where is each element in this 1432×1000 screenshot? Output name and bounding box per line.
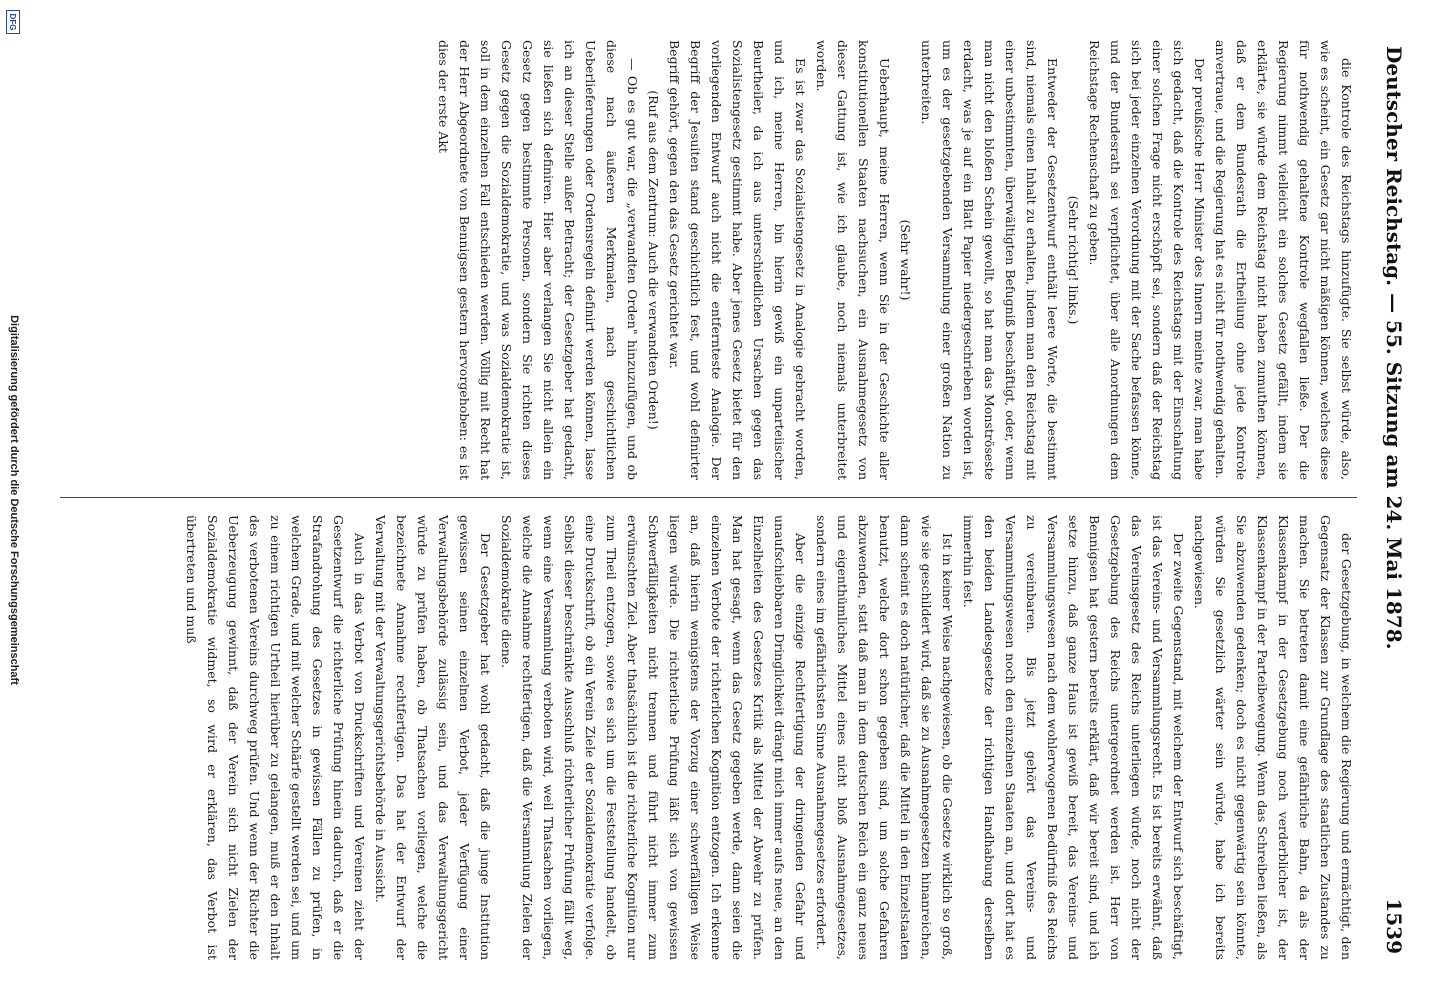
paragraph: Der zweite Gegenstand, mit welchem der Entwurf sich beschäftigt, ist das Vereins- und Versammlungsrecht. Es ist bereits erwähnt, daß das Vereinsgesetz des Reichs unterliegen würde, noch nicht der Gesetzgebung des Reichs untergeordnet werden ist. Herr von Bennigsen hat gestern bereits erklärt, daß wir bereit sind, und ich setze hinzu, daß ganze Haus ist gewiß bereit, das Vereins- und Versammlungswesen nach dem wohlerwogenen Bedürfniß des Reichs zu vereinbaren. Bis jetzt gehört das Vereins- und Versammlungswesen noch den einzelnen Staaten an, und dort hat es den beiden Landesgesetze der richtigen Handhabung derselben immerhin fest. <box>961 515 1186 960</box>
paragraph: Ueberhaupt, meine Herren, wenn Sie in der Geschichte aller konstitutionellen Staaten nachsuchen, ein Ausnahmegesetz von dieser Gattung ist, wie ich glaube, noch niemals unterbreitet worden. <box>814 40 892 480</box>
right-column <box>60 515 1357 960</box>
digitization-credit <box>8 0 20 1000</box>
paragraph: Es ist zwar das Sozialistengesetz in Analogie gebracht worden, und ich, meine Herren, bin hierin gewiß ein unparteiischer Beurtheiler, da ich aus unterschiedlichen Ursachen gegen das Sozialistengesetz gestimmt habe. Aber jenes Gesetz bietet für den vorliegenden Entwurf auch nicht die entfernteste Analogie. Der Begriff der Jesuiten stand geschichtlich fest, und wohl definirter Begriff gehört, gegen den das Gesetz gerichtet war. <box>667 40 808 480</box>
interjection: (Ruf aus dem Zentrum: Auch die verwandten Orden!) <box>646 90 661 430</box>
running-head: Deutscher Reichstag. — 55. Sitzung am 24. Mai 1878. <box>1382 46 1406 650</box>
page-number: 1539 <box>1382 898 1406 954</box>
left-column <box>60 40 1357 480</box>
paragraph: der Gesetzgebung, in welchem die Regierung und ermächtigt, den Gegensatz der Klassen zur Grundlage des staatlichen Zustandes zu machen. Sie betreten damit eine gefährliche Bahn, da als der Klassenkampf in der Gesetzgebung noch verderblicher ist, der Klassenkampf in der Parteibewegung. Wenn das Schreiben ließen, als Sie abzuwenden gedenken; doch es nicht gegenwärtig sein könnte, würden Sie gesetzlich wärter sein würde, habe ich bereits nachgewiesen. <box>1192 515 1354 960</box>
paragraph: Entweder der Gesetzentwurf enthält leere Worte, die bestimmt sind, niemals einen Inhalt zu erhalten, indem man den Reichstag mit einer unbestimmten, überwältigten Befugniß beschäftigt, oder, wenn man nicht den bloßen Schein gewollt, so hat man das Monströseste erdacht, was je auf ein Blatt Papier niedergeschrieben worden ist, um es der gesetzgebenden Versammlung einer großen Nation zu unterbreiten. <box>919 40 1060 480</box>
interjection: (Sehr wahr!) <box>898 219 913 301</box>
paragraph: Auch in das Verbot von Druckschriften und Vereinen zieht der Gesetzentwurf die richterliche Prüfung hinein dadurch, daß er die Strafandrohung des Gesetzes in gewissen Fällen zu prüfen, in welchem Grade, und mit welcher Schärfe gestellt werden sei, und um zu einem richtigen Urtheil hierüber zu gelangen, muß er den Inhalt des verbotenen Vereins durchweg prüfen. Und wenn der Richter die Ueberzeugung gewinnt, daß der Verein sich nicht Zielen der Sozialdemokratie widmet, so wird er erklären, das Verbot ist übertreten und muß <box>184 515 367 960</box>
paragraph: die Kontrole des Reichstags hinzufügte. Sie selbst würde, also, wie es scheint, ein Gesetz gar nicht mäßigen können, welches diese für nothwendig gehaltene Kontrole wegfallen ließe. Der die Regierung nimmt vielleicht ein solches Gesetz gefällt, indem sie erklärte, sie würde dem Reichstag nicht haben zumuthen können, daß er dem Bundesrath die Ertheilung ohne jede Kontrole anvertraue, und die Regierung hat es nicht für nothwendig gehalten. <box>1213 40 1354 480</box>
paragraph: — Ob es gut war, die „verwandten Orden" hinzuzufügen, und ob diese nach äußeren Merkmalen, nach geschichtlichen Ueberlieferungen oder Ordensregeln definirt werden können, lasse ich an dieser Stelle außer Betracht; der Gesetzgeber hat gedacht, sie ließen sich definiren. Hier aber verlangen Sie nicht allein ein Gesetz gegen bestimmte Personen, sondern Sie richten dieses Gesetz gegen die Sozialdemokratie, und was Sozialdemokratie ist, soll in dem einzelnen Fall entschieden werden. Völlig mit Recht hat der Herr Abgeordnete von Bennigsen gestern hervorgehoben: es ist dies der erste Akt <box>436 40 640 480</box>
column-divider <box>60 497 1357 498</box>
page-header <box>1372 40 1412 960</box>
credit-text: Digitalisierung gefördert durch die Deutsche Forschungsgemeinschaft <box>8 315 20 685</box>
paragraph: Ist in keiner Weise nachgewiesen, ob die Gesetze wirklich so groß, wie sie geschildert wird, daß sie zu Ausnahmegesetzen hinanreichen, dann scheint es doch natürlicher, daß die Mittel in den Einzelstaaten benutzt, welche dort schon gegeben sind, um solche Gefahren abzuwenden, statt daß man in dem deutschen Reich ein ganz neues und eigenthümliches Mittel eines nicht bloß Ausnahmegesetzes, sondern eines im gefährlichsten Sinne Ausnahmegesetzes erfordert. <box>814 515 955 960</box>
paragraph: Der Gesetzgeber hat wohl gedacht, daß die junge Institution gewissen seinen einzelnen Verbot, jeder Verfügung einer Verwaltungsbehörde zulässig sein, und das Verwaltungsgericht würde zu prüfen haben, ob Thatsachen vorliegen, welche die bezeichnete Annahme rechtfertigen. Das hat der Entwurf der Verwaltung mit der Verwaltungsgerichtsbehörde in Aussicht. <box>373 515 493 960</box>
paragraph: Aber die einzige Rechtfertigung der dringenden Gefahr und unaufschiebbaren Dringlichkeit drängt mich immer aufs neue, an den Einzelheiten des Gesetzes Kritik als Mittel der Abwehr zu prüfen. Man hat gesagt, wenn das Gesetz gegeben werde, dann seien die einzelnen Verbote der richterlichen Kognition entzogen. Ich erkenne an, daß hierin wenigstens der Vorzug einer schwerfälligen Weise liegen würde. Die richterliche Prüfung läßt sich von gewissen Schwerfälligkeiten nicht trennen und führt nicht immer zum erwünschten Ziel. Aber thatsächlich ist die richterliche Kognition nur zum Theil entzogen, sowie es sich um die Feststellung handelt, ob eine Druckschrift, ob ein Verein Ziele der Sozialdemokratie verfolge. Selbst dieser beschränkte Ausschluß richterlicher Prüfung fällt weg, wenn eine Versammlung verboten wird, weil Thatsachen vorliegen, welche die Annahme rechtfertigen, daß die Versammlung Zielen der Sozialdemokratie diene. <box>499 515 808 960</box>
paragraph: Der preußische Herr Minister des Innern meinte zwar, man habe sich gedacht, daß die Kontrole des Reichstags mit der Einschaltung einer solchen Frage nicht erschöpft sei, sondern daß der Reichstag sich bei jeder einzelnen Verordnung mit der Sache befassen könne, und der Bundesrath sei verpflichtet, über alle Anordnungen dem Reichstage Rechenschaft zu geben. <box>1087 40 1207 480</box>
dfg-logo: DFG <box>6 10 20 34</box>
interjection: (Sehr richtig! links.) <box>1066 195 1081 325</box>
